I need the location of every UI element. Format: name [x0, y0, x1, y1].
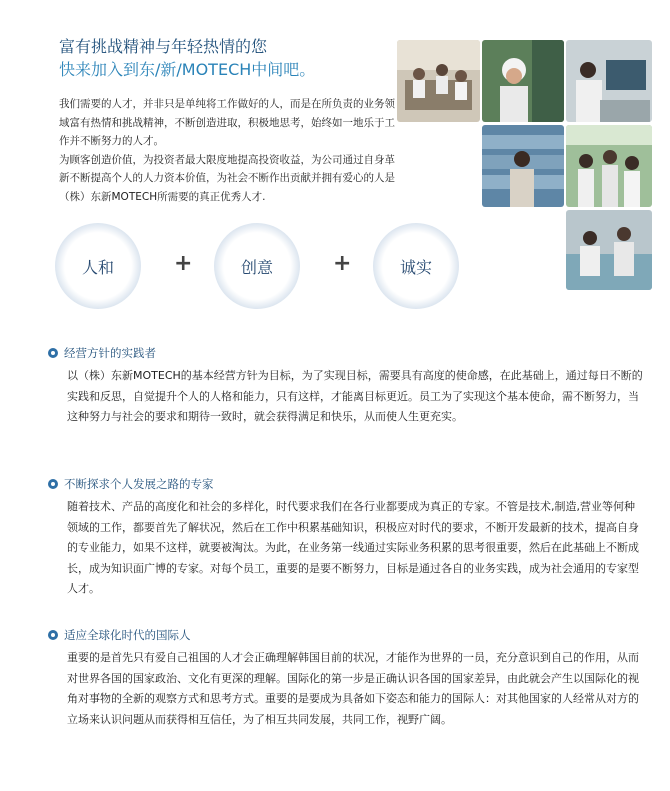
archive-shelf-photo	[482, 125, 564, 207]
section-title: 不断探求个人发展之路的专家	[64, 477, 214, 491]
office-team-photo	[397, 40, 480, 122]
section-body: 以（株）东新MOTECH的基本经营方针为目标，为了实现目标，需要具有高度的使命感，在此基础上，通过每日不断的实践和反思，自觉提升个人的人格和能力，只有这样，才能离目标更近。员工为了实现这个基本使命，需不断努力，当这种努力与社会的要求和期待一致时，就会获得满足和快乐，从而使人生更充实。	[67, 369, 643, 423]
section-title: 适应全球化时代的国际人	[64, 628, 191, 642]
section-body: 随着技术、产品的高度化和社会的多样化，时代要求我们在各行业都要成为真正的专家。不管是技术,制造,营业等何种领域的工作，都要首先了解状况，然后在工作中积累基础知识，积极应对时代的要求，不断开发最新的技术，提高自身的专业能力，如果不这样，就要被淘汰。为此，在业务第一线通过实际业务积累的思考很重要，然后在此基础上不断成长，成为知识面广博的专家。对每个员工，重要的是要不断努力，目标是通过各自的业务实践，成为社会通用的专家型人才。	[67, 500, 639, 595]
bullet-icon	[48, 479, 58, 489]
headline-line-1: 富有挑战精神与年轻热情的您	[59, 37, 268, 56]
bullet-icon	[48, 630, 58, 640]
intro-text	[59, 95, 399, 206]
headline	[59, 36, 399, 82]
value-creativity-circle	[214, 223, 300, 309]
intro-paragraph-2: 为顾客创造价值，为投资者最大限度地提高投资收益，为公司通过自身革新不断提高个人的人力资本价值，为社会不断作出贡献并拥有爱心的人是（株）东新MOTECH所需要的真正优秀人才.	[59, 153, 395, 203]
section-practitioner	[48, 345, 648, 428]
value-harmony-label: 人和	[81, 257, 114, 277]
value-harmony-circle	[55, 223, 141, 309]
computer-work-photo	[566, 40, 652, 122]
value-creativity-label: 创意	[240, 257, 273, 277]
plus-sign: +	[174, 251, 193, 276]
section-body: 重要的是首先只有爱自己祖国的人才会正确理解韩国目前的状况，才能作为世界的一员，充分意识到自己的作用，从而对世界各国的国家政治、文化有更深的理解。国际化的第一步是正确认识各国的国家差异，由此就会产生以国际化的视角对事物的全新的观察方式和思考方式。重要的是要成为具备如下姿态和能力的国际人：对其他国家的人经常从对方的立场来认识问题从而获得相互信任，为了相互共同发展，共同工作，视野广阔。	[67, 651, 639, 726]
section-expert	[48, 476, 648, 600]
engineer-helmet-photo	[482, 40, 564, 122]
core-values	[55, 223, 475, 313]
office-discussion-photo	[566, 125, 652, 207]
section-title: 经营方针的实践者	[64, 346, 156, 360]
value-honesty-label: 诚实	[399, 257, 432, 277]
intro-paragraph-1: 我们需要的人才，并非只是单纯将工作做好的人，而是在所负责的业务领域富有热情和挑战精神，不断创造进取，积极地思考，始终如一地乐于工作并不断努力的人才。	[59, 98, 395, 147]
value-honesty-circle	[373, 223, 459, 309]
lab-equipment-photo	[566, 210, 652, 290]
section-global	[48, 627, 648, 730]
bullet-icon	[48, 348, 58, 358]
headline-line-2: 快来加入到东/新/MOTECH中间吧。	[59, 60, 316, 79]
plus-sign: +	[333, 251, 352, 276]
